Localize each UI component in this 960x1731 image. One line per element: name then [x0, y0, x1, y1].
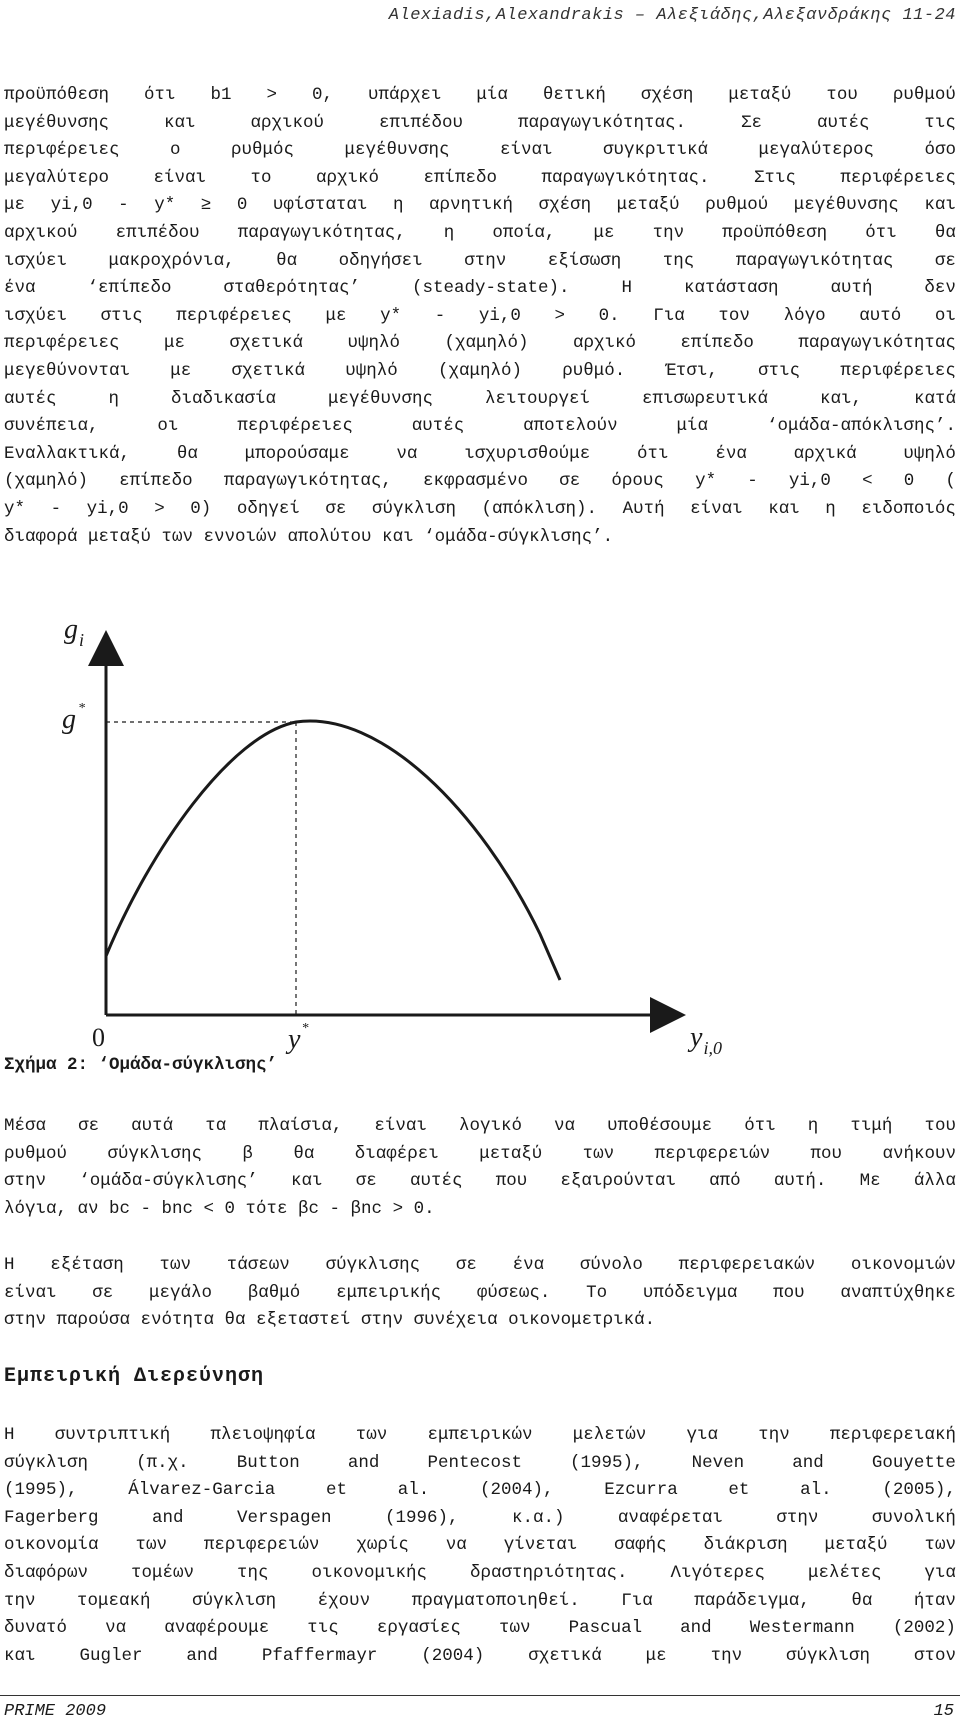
convergence-club-figure [0, 610, 960, 1065]
text-line: στην παρούσα ενότητα θα εξεταστεί στην συνέχεια οικονομετρικά. [4, 1310, 656, 1331]
text-line: μεγεθύνονται με σχετικά υψηλό (χαμηλό) ρυθμό. Έτσι, στις περιφέρειες [4, 360, 956, 381]
text-line: ρυθμού σύγκλισης β θα διαφέρει μεταξύ των περιφερειών που ανήκουν [4, 1143, 956, 1164]
text-line: περιφέρειες ο ρυθμός μεγέθυνσης είναι συγκριτικά μεγαλύτερος όσο [4, 140, 956, 161]
text-line: μεγέθυνσης και αρχικού επιπέδου παραγωγικότητας. Σε αυτές τις [4, 112, 956, 133]
footer-conference: PRIME 2009 [4, 1702, 107, 1721]
g-star-label: g * [62, 701, 85, 735]
text-line: την τομεακή σύγκλιση έχουν πραγματοποιηθεί. Για παράδειγμα, θα ήταν [4, 1590, 956, 1611]
text-line: Fagerberg and Verspagen (1996), κ.α.) αναφέρεται στην συνολική [4, 1507, 956, 1528]
y-axis-label: $g_i$ [64, 614, 85, 650]
text-line: και Gugler and Pfaffermayr (2004) σχετικά με την σύγκλιση στον [4, 1645, 956, 1666]
paragraph-2 [4, 1113, 956, 1223]
text-line: σύγκλιση (π.χ. Button and Pentecost (1995), Neven and Gouyette [4, 1452, 956, 1473]
origin-label: 0 [92, 1023, 105, 1052]
footer-rule [0, 1695, 960, 1696]
text-line: προϋπόθεση ότι b1 > 0, υπάρχει μία θετική σχέση μεταξύ του ρυθμού [4, 85, 956, 105]
text-line: συνέπεια, οι περιφέρειες αυτές αποτελούν μία ‘ομάδα-απόκλισης’. [4, 416, 956, 437]
text-line: (χαμηλό) επίπεδο παραγωγικότητας, εκφρασμένο σε όρους y* - yi,0 < 0 ( [4, 471, 956, 492]
text-line: Η εξέταση των τάσεων σύγκλισης σε ένα σύνολο περιφερειακών οικονομιών [4, 1255, 956, 1275]
text-line: διαφορά μεταξύ των εννοιών απολύτου και ‘ομάδα-σύγκλισης’. [4, 526, 614, 547]
growth-curve [106, 721, 560, 980]
text-line: διαφόρων τομέων της οικονομικής δραστηριότητας. Λιγότερες μελέτες για [4, 1562, 956, 1583]
figure-caption: Σχήμα 2: ‘Ομάδα-σύγκλισης’ [4, 1055, 278, 1075]
text-line: μεγαλύτερο είναι το αρχικό επίπεδο παραγωγικότητας. Στις περιφέρειες [4, 167, 956, 188]
page-number: 15 [933, 1702, 954, 1721]
text-line: αρχικού επιπέδου παραγωγικότητας, η οποία, με την προϋπόθεση ότι θα [4, 222, 956, 243]
text-line: (1995), Álvarez-Garcia et al. (2004), Ezcurra et al. (2005), [4, 1480, 956, 1501]
x-axis-label: $y_{i,0}$ [690, 1022, 722, 1058]
y-star-label: y* [288, 1021, 309, 1055]
text-line: Εναλλακτικά, θα μπορούσαμε να ισχυρισθούμε ότι ένα αρχικά υψηλό [4, 443, 956, 464]
text-line: στην ‘ομάδα-σύγκλισης’ και σε αυτές που εξαιρούνται από αυτή. Με άλλα [4, 1171, 956, 1192]
text-line: περιφέρειες με σχετικά υψηλό (χαμηλό) αρχικό επίπεδο παραγωγικότητας [4, 333, 956, 354]
text-line: λόγια, αν bc - bnc < 0 τότε βc - βnc > 0. [4, 1198, 435, 1219]
text-line: Μέσα σε αυτά τα πλαίσια, είναι λογικό να υποθέσουμε ότι η τιμή του [4, 1116, 956, 1136]
paragraph-1 [4, 82, 956, 551]
text-line: είναι σε μεγάλο βαθμό εμπειρικής φύσεως. Το υπόδειγμα που αναπτύχθηκε [4, 1282, 956, 1303]
section-heading: Εμπειρική Διερεύνηση [4, 1365, 265, 1388]
text-line: ισχύει μακροχρόνια, θα οδηγήσει στην εξίσωση της παραγωγικότητας σε [4, 250, 956, 271]
text-line: Η συντριπτική πλειοψηφία των εμπειρικών μελετών για την περιφερειακή [4, 1425, 956, 1445]
text-line: ένα ‘επίπεδο σταθερότητας’ (steady-state). Η κατάσταση αυτή δεν [4, 278, 956, 299]
text-line: δυνατό να αναφέρουμε τις εργασίες των Pascual and Westermann (2002) [4, 1618, 956, 1639]
paragraph-4 [4, 1422, 956, 1670]
text-line: οικονομία των περιφερειών χωρίς να γίνεται σαφής διάκριση μεταξύ των [4, 1535, 956, 1556]
text-line: με yi,0 - y* ≥ 0 υφίσταται η αρνητική σχέση μεταξύ ρυθμού μεγέθυνσης και [4, 195, 956, 216]
text-line: ισχύει στις περιφέρειες με y* - yi,0 > 0. Για τον λόγο αυτό οι [4, 305, 956, 326]
text-line: y* - yi,0 > 0) οδηγεί σε σύγκλιση (απόκλιση). Αυτή είναι και η ειδοποιός [4, 498, 956, 519]
text-line: αυτές η διαδικασία μεγέθυνσης λειτουργεί επισωρευτικά και, κατά [4, 388, 956, 409]
paragraph-3 [4, 1252, 956, 1335]
running-header: Alexiadis,Alexandrakis – Αλεξιάδης,Αλεξανδράκης 11-24 [388, 6, 956, 25]
